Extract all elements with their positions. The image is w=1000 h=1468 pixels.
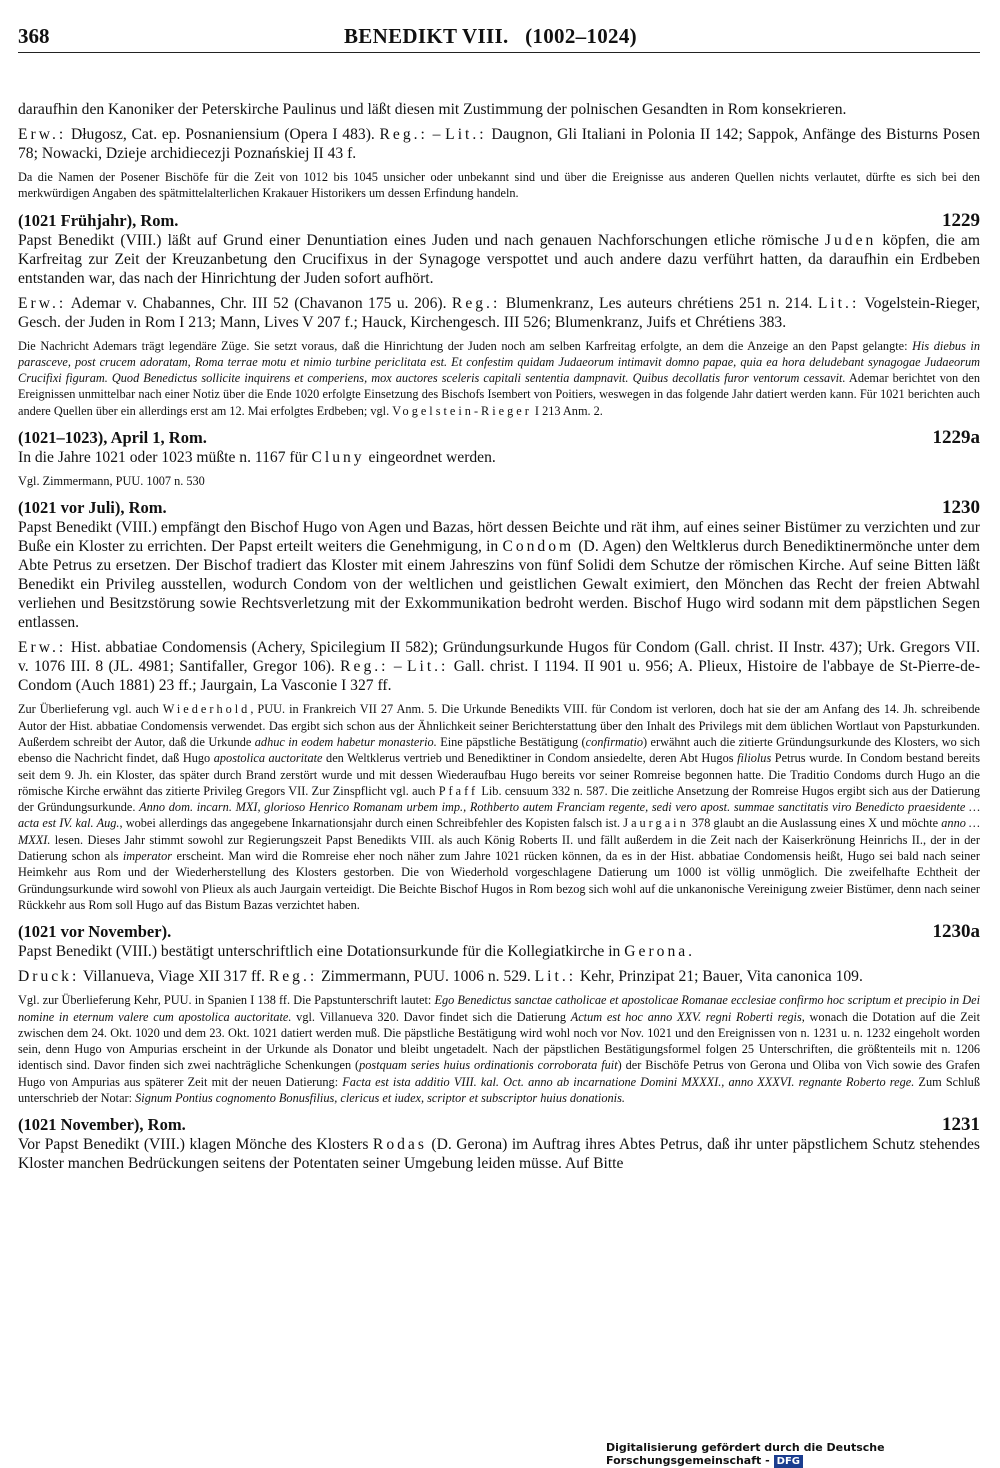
text-run: , wobei allerdings das angegebene Inkarnationsjahr durch einen Schreibfehler des Kopisten falsch ist. [119,816,624,831]
spaced-term: Lit.: [445,126,487,143]
entry-number: 1231 [942,1114,980,1136]
commentary-note [18,701,980,913]
spaced-term: Cluny [311,449,365,467]
entry-date-place: (1021 vor November). [18,922,172,942]
text-run: – [427,126,446,143]
text-run: lesen. Dieses Jahr stimmt sowohl zur Regierungszeit Papst Benedikts VIII. als auch König Roberts II. und fällt außerdem in die Zeit nach der Kaiserkrönung Heinrichs II., der in der Datierung schon als [18,832,980,864]
page-header [18,20,980,53]
text-run: In die Jahre 1021 oder 1023 müßte n. 1167 für [18,449,312,467]
text-run: köpfen, die am Karfreitag zur Zeit der Kreuzanbetung den Crucifixus in der Synagoge verspottet und auch andere dazu verführt hatten, da daraufhin ein Erdbeben entstanden war, das nach der Hinrichtung der Juden sofort aufhört. [18,231,980,287]
text-run: den Weltklerus vertrieb und Benediktiner in Condom ansiedelte, deren Abt Hugos [322,751,738,766]
text-run: Kehr, Prinzipat 21; Bauer, Vita canonica 109. [576,968,863,986]
text-run: ) erwähnt auch die zitierte Gründungsurkunde des Klosters, wo sich ebenso die Nachricht findet, daß Hugo [18,734,980,766]
text-run: Petrus wurde. In Condom bestand bereits seit dem 9. Jh. ein Kloster, das später durch Brand zerstört wurde und mit dessen Wiederaufbau Hugo bereits vor seiner Romreise begonnen hatte. Die Traditio Condoms durch Hugo an die römische Kirche erwähnt das zitierte Privileg Gregors VII. Zur Zinspflicht vgl. auch [18,751,981,798]
commentary-note [18,338,980,419]
text-run: (D. Gerona) im Auftrag ihres Abtes Petrus, daß ihr unter päpstlichem Schutz stehendes Kloster manchen Bedrückungen seitens der Potentaten seiner Umgebung leiden müsse. Auf Bitte [18,1136,980,1173]
latin-quote: Facta est ista additio VIII. kal. Oct. anno ab incarnatione Domini MXXXI., anno XXXVI. regnante Roberto rege. [342,1074,915,1089]
latin-quote: confirmatio [585,734,644,749]
entry-number: 1229 [942,209,980,231]
running-title: BENEDIKT VIII. (1002–1024) [344,24,637,48]
text-run: Ademar berichtet von den Ereignissen unmittelbar nach einer Notiz über die Ende 1020 erfolgte Einsetzung des Bischofs Isembert von Poitiers, weswegen in das folgende Jahr datiert werden kann. Für 1021 berichten auch andere Quellen über ein allerdings erst am 12. Mai erfolgtes Erdbeben; vgl. [18,371,980,418]
text-run: Daugnon, Gli Italiani in Polonia II 142; Sappok, Anfänge des Bisturns Posen 78; Nowacki, Dzieje archidiecezji Poznańskiej II 43 f. [18,126,981,162]
entry-heading [18,922,980,942]
latin-quote: Signum Pontius cognomento Bonusfilius, clericus et iudex, scriptor et subscriptor huius donationis. [135,1091,625,1106]
body-paragraph [18,1135,980,1173]
commentary-note [18,473,980,489]
text-run: . [688,943,693,961]
text-run: Lib. censuum 332 n. 587. Die zeitliche Ansetzung der Romreise Hugos ergibt sich aus der Datierung der Gründungsurkunde. [18,783,980,815]
text-run: daraufhin den Kanoniker der Peterskirche Paulinus und läßt diesen mit Zustimmung der polnischen Gesandten in Rom konsekrieren. [18,101,847,118]
body-paragraph [18,231,980,288]
spaced-term: Jaurgain [623,816,689,831]
text-run: Ademar v. Chabannes, Chr. III 52 (Chavanon 175 u. 206). [66,294,452,312]
footer-credit [606,1441,1000,1468]
text-run: Papst Benedikt (VIII.) bestätigt unterschriftlich eine Dotationsurkunde für die Kollegiatkirche in [18,943,625,961]
text-run: , PUU. in Frankreich VII 27 Anm. 5. Die Urkunde Benedikts VIII. für Condom ist verloren, doch hat sie der am Anfang des 14. Jh. schreibende Autor der Hist. abbatiae Condomensis verwendet. Das ergibt sich schon aus der Ähnlichkeit seiner Berichterstattung über den Inhalt des Privilegs mit dem üblichen Wortlaut von Papsturkunden. Außerdem schreibt der Autor, daß die Urkunde [18,702,980,749]
body-paragraph [18,448,980,467]
text-run: Vgl. zur Überlieferung Kehr, PUU. in Spanien I 138 ff. Die Papstunterschrift lautet: [18,993,435,1008]
text-run: Zimmermann, PUU. 1006 n. 529. [317,968,535,986]
body-paragraph [18,518,980,632]
entry-date-place: (1021 Frühjahr), Rom. [18,210,179,230]
page-body [18,100,980,1179]
commentary-note [18,992,980,1106]
spaced-term: Reg.: [451,294,501,312]
commentary-note [18,169,980,202]
text-run: Papst Benedikt (VIII.) empfängt den Bischof Hugo von Agen und Bazas, hört dessen Beichte und rät ihm, auf eines seiner Bistümer zu verzichten und zur Buße ein Kloster zu errichten. Der Papst erteilt weiters die Genehmigung, in [18,519,980,556]
text-run: Villanueva, Viage XII 317 ff. [79,968,269,986]
spaced-term: Erw.: [18,294,67,312]
text-run: Vogelstein-Rieger, Gesch. der Juden in Rom I 213; Mann, Lives V 207 f.; Hauck, Kirchengesch. III 526; Blumenkranz, Juifs et Chrétiens 383. [18,294,981,331]
spaced-term: Pfaff [438,783,479,798]
footer-text: Digitalisierung gefördert durch die Deutsche Forschungsgemeinschaft - [606,1441,885,1467]
spaced-term: Lit.: [406,658,449,676]
text-run: Zum Schluß unterschrieb der Notar: [18,1074,980,1106]
spaced-term: Druck: [18,968,80,986]
text-run: wonach die Dotation auf die Zeit zwischen dem 24. Okt. 1020 und dem 23. Okt. 1021 datiert werden muß. Die päpstliche Bestätigung wird wohl noch vor Nov. 1021 und den Ereignissen von n. 1231 u. n. 1232 eingeholt worden sein, denn Hugo von Ampurias erscheint in der Urkunde als Donator und bleibt ungetadelt. Nach der päpstlichen Bestätigungsformel folgen 25 Unterschriften, die größtenteils mit n. 1206 identisch sind. Davor finden sich zwei nachträgliche Schenkungen ( [18,1009,981,1073]
body-paragraph [18,638,980,695]
text-run: eingeordnet werden. [364,449,496,467]
text-run: Vor Papst Benedikt (VIII.) klagen Mönche des Klosters [18,1136,373,1154]
latin-quote: filiolus [737,751,772,766]
text-run: Zur Überlieferung vgl. auch [18,702,163,717]
text-run: I 213 Anm. 2. [531,403,603,418]
latin-quote: imperator [122,849,173,864]
latin-quote: anno … MXXI. [18,816,980,847]
entry-number: 1229a [932,427,980,449]
latin-quote: His diebus in parasceve, post crucem adoratam, Roma terrae motu et nimio turbine periclitata est. Et confestim quidam Judaeorum intimavit domno papae, quia ea hora deludebant synagogae Judaeorum Crucifixi figuram. Quod Benedictus sollicite inquirens et comperiens, mox auctores sceleris capitali sententia dampnavit. Quibus decollatis furor ventorum cessavit. [18,338,980,386]
latin-quote: Anno dom. incarn. MXI, glorioso Henrico Romanam urbem imp., Rothberto autem Franciam regente, sedi vero apost. summae sanctitatis viro Benedicto praesidente … acta est IV. kal. Aug. [18,800,981,831]
text-run: – [388,658,407,676]
text-run: Blumenkranz, Les auteurs chrétiens 251 n. 214. [500,294,818,312]
latin-quote: Ego Benedictus sanctae catholicae et apostolicae Romanae ecclesiae confirmo hoc scriptum et precipio in Dei nomine in eternum valere cum apostolica auctoritate. [18,993,980,1024]
entry-heading [18,498,980,518]
entry-number: 1230a [932,921,980,943]
spaced-term: Condom [502,538,575,556]
spaced-term: Wiederhold [162,702,251,717]
entry-heading [18,211,980,231]
spaced-term: Lit.: [817,294,860,312]
text-run: vgl. Villanueva 320. Davor findet sich die Datierung [291,1009,571,1024]
entry-date-place: (1021 vor Juli), Rom. [18,498,167,518]
spaced-term: Reg.: [268,968,318,986]
spaced-term: Erw.: [18,639,67,657]
body-paragraph [18,100,980,119]
text-run: Hist. abbatiae Condomensis (Achery, Spicilegium II 582); Gründungsurkunde Hugos für Condom (Gall. christ. II Instr. 437); Urk. Gregors VII. v. 1076 III. 8 (JL. 4981; Santifaller, Gregor 106). [18,639,980,676]
text-run: Długosz, Cat. ep. Posnaniensium (Opera I 483). [66,126,380,143]
latin-quote: Actum est hoc anno XXV. regni Roberti regis, [570,1009,805,1024]
body-paragraph [18,125,980,163]
latin-quote: adhuc in eodem habetur monasterio. [254,734,437,749]
spaced-term: Gerona [624,943,689,961]
entry-heading [18,428,980,448]
latin-quote: apostolica auctoritate [213,751,323,766]
spaced-term: Erw.: [18,126,67,143]
body-paragraph [18,942,980,961]
spaced-term: Reg.: [379,126,428,143]
text-run: (D. Agen) den Weltklerus durch Benediktinermönche unter dem Abte Petrus zu ersetzen. Der Bischof tradiert das Kloster mit einem Jahreszins von fünf Solidi dem Schutze der römischen Kirche. Auf seine Bitten läßt Benedikt ein Privileg ausstellen, wodurch Condom von der weltlichen und geistlichen Gewalt eximiert, den Mönchen das Recht der freien Abtwahl verliehen und Besitzstörung sowie Rechtsverletzung mit der Exkommunikation bedroht werden. Bischof Hugo wird sodann mit dem päpstlichen Segen entlassen. [18,538,981,632]
entry-date-place: (1021 November), Rom. [18,1115,186,1135]
text-run: erscheint. Man wird die Romreise eher noch näher zum Jahre 1021 rücken können, da es in der Hist. abbatiae Condomensis heißt, Hugo sei bald nach seiner Heimkehr aus Rom und der Wiederherstellung des Klosters gestorben. Die von Wiederhold vorgeschlagene Datierung um 1000 ist völlig unmöglich. Die zweifelhafte Echtheit der Gründungsurkunde wird sowohl von Plieux als auch Jaurgain verteidigt. Die Beichte Bischof Hugos in Rom bezog sich wohl auf die unkanonische Vereinigung zweier Bistümer, denn nach seiner Rückkehr aus Rom soll Hugo auf das Bistum Bazas verzichtet haben. [18,849,980,912]
body-paragraph [18,294,980,332]
spaced-term: Vogelstein-Rieger [392,403,532,418]
entry-heading [18,1115,980,1135]
spaced-term: Lit.: [534,968,577,986]
latin-quote: postquam series huius ordinationis corroborata fuit [359,1058,618,1073]
entry-number: 1230 [942,497,980,519]
text-run: Vgl. Zimmermann, PUU. 1007 n. 530 [18,474,205,489]
text-run: Eine päpstliche Bestätigung ( [436,734,586,749]
text-run: 378 glaubt an die Auslassung eines X und möchte [688,816,942,831]
text-run: Gall. christ. I 1194. II 901 u. 956; A. Plieux, Histoire de l'abbaye de St-Pierre-de-Condom (Auch 1881) 23 ff.; Jaurgain, La Vasconie I 327 ff. [18,658,981,695]
dfg-logo: DFG [774,1455,803,1468]
text-run: ) der Bischöfe Petrus von Gerona und Oliba von Vich sowie des Grafen Hugo von Ampurias aus späterer Zeit mit der neuen Datierung: [18,1058,980,1089]
page-number: 368 [18,24,50,48]
body-paragraph [18,967,980,986]
spaced-term: Rodas [372,1136,427,1154]
text-run: Papst Benedikt (VIII.) läßt auf Grund einer Denuntiation eines Juden und nach genauen Nachforschungen etliche römische [18,231,825,249]
spaced-term: Juden [824,231,877,249]
text-run: Da die Namen der Posener Bischöfe für die Zeit von 1012 bis 1045 unsicher oder unbekannt sind und über die Ereignisse aus anderen Quellen nichts verlautet, dürfte es sich bei den merkwürdigen Angaben des spätmittelalterlichen Krakauer Historikers um dessen Erfindung handeln. [18,170,980,201]
entry-date-place: (1021–1023), April 1, Rom. [18,428,207,448]
text-run: Die Nachricht Ademars trägt legendäre Züge. Sie setzt voraus, daß die Hinrichtung der Juden noch am selben Karfreitag erfolgte, an dem die Anzeige an den Papst gelangte: [18,338,913,353]
spaced-term: Reg.: [340,658,389,676]
